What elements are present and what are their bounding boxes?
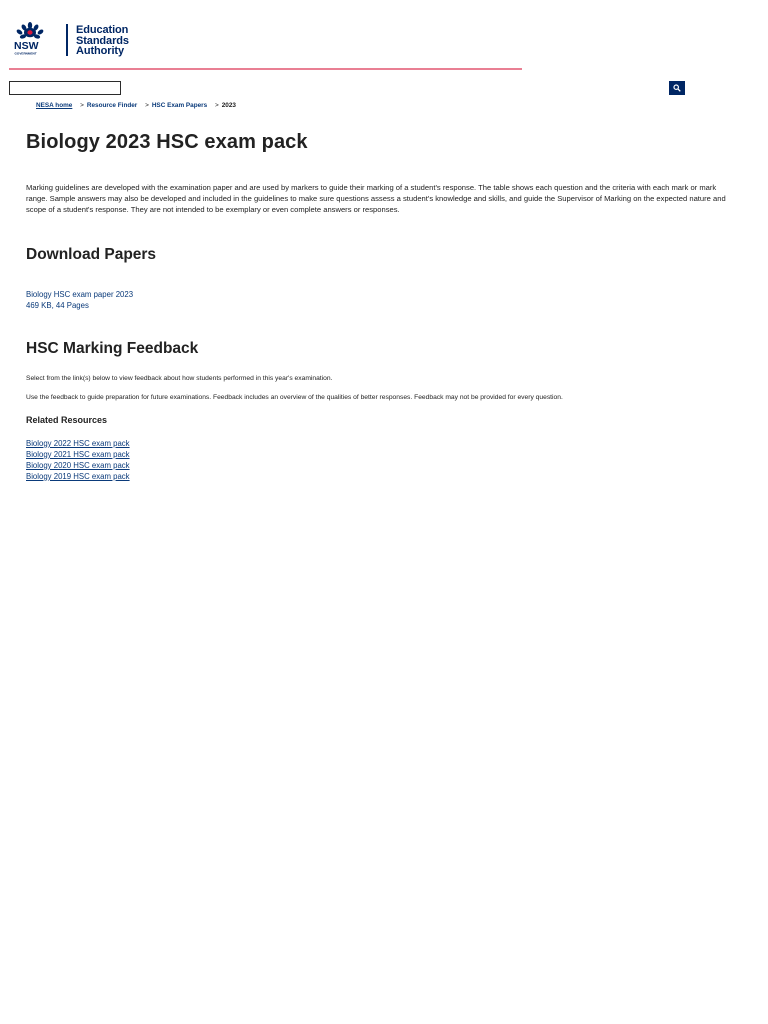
search-input[interactable] <box>9 81 121 95</box>
related-link-2020[interactable]: Biology 2020 HSC exam pack <box>26 461 130 470</box>
search-button[interactable] <box>669 81 685 95</box>
breadcrumb <box>36 102 236 109</box>
waratah-icon <box>13 22 47 58</box>
breadcrumb-hsc-exam-papers[interactable]: HSC Exam Papers <box>151 102 208 109</box>
breadcrumb-separator: > <box>80 102 84 109</box>
svg-text:GOVERNMENT: GOVERNMENT <box>14 51 37 56</box>
breadcrumb-separator: > <box>145 102 149 109</box>
page-title: Biology 2023 HSC exam pack <box>26 131 308 153</box>
breadcrumb-current: 2023 <box>221 102 236 109</box>
list-item <box>26 447 130 458</box>
breadcrumb-resource-finder[interactable]: Resource Finder <box>86 102 138 109</box>
logo-org-name: Education Standards Authority <box>76 24 129 58</box>
related-link-2019[interactable]: Biology 2019 HSC exam pack <box>26 472 130 481</box>
download-papers-heading: Download Papers <box>26 246 157 263</box>
search-icon <box>673 84 681 92</box>
related-link-2021[interactable]: Biology 2021 HSC exam pack <box>26 450 130 459</box>
exam-paper-download-link[interactable]: Biology HSC exam paper 2023 <box>26 290 134 299</box>
nesa-logo[interactable] <box>13 22 129 58</box>
breadcrumb-nesa-home[interactable]: NESA home <box>36 102 73 109</box>
feedback-instructions: Select from the link(s) below to view feedback about how students performed in this year's examination. <box>26 375 333 382</box>
related-link-2022[interactable]: Biology 2022 HSC exam pack <box>26 439 130 448</box>
feedback-description: Use the feedback to guide preparation for future examinations. Feedback includes an overview of the qualities of better responses. Feedback may not be provided for every question. <box>26 394 563 401</box>
header-divider-line <box>9 68 522 70</box>
logo-divider <box>66 24 68 56</box>
breadcrumb-separator: > <box>215 102 219 109</box>
site-header <box>0 0 768 70</box>
related-resources-list <box>26 436 130 480</box>
svg-text:NSW: NSW <box>14 40 39 52</box>
list-item <box>26 469 130 480</box>
list-item <box>26 436 130 447</box>
marking-feedback-heading: HSC Marking Feedback <box>26 340 199 357</box>
intro-paragraph: Marking guidelines are developed with the examination paper and are used by markers to guide their marking of a student's response. The table shows each question and the criteria with each mark or mark range. Sample answers may also be developed and included in the guidelines to make sure questions assess a student's knowledge and skills, and guide the Supervisor of Marking on the expected nature and scope of a student's response. They are not intended to be exemplary or even complete answers or responses. <box>26 183 726 214</box>
list-item <box>26 458 130 469</box>
related-resources-heading: Related Resources <box>26 415 108 425</box>
exam-paper-file-info: 469 KB, 44 Pages <box>26 301 89 310</box>
